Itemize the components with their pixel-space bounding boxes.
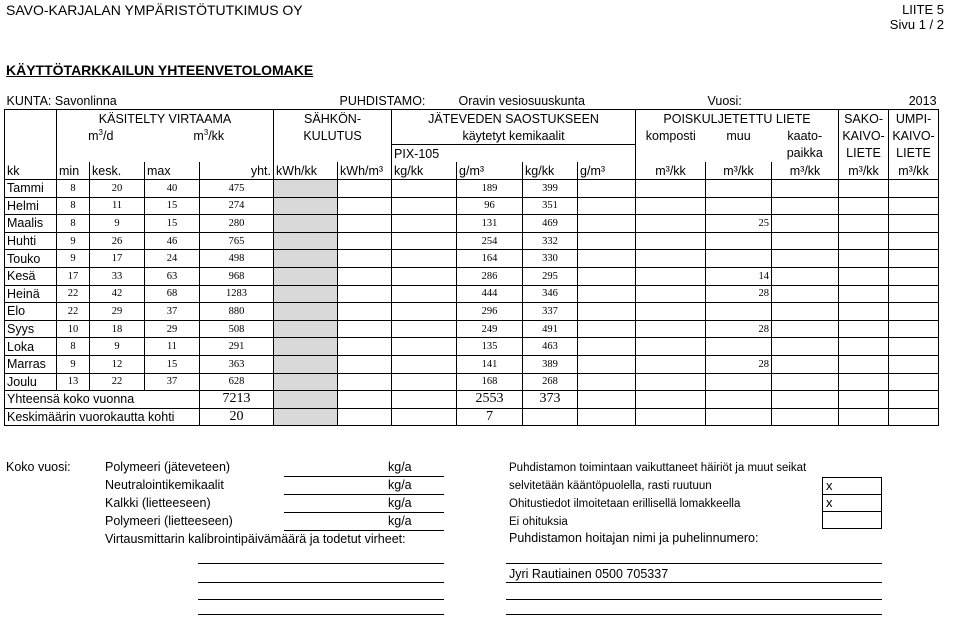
checkbox-disturbances[interactable]: x: [822, 477, 882, 495]
unit-header: kk: [5, 162, 57, 180]
plant-value: Oravin vesiosuuskunta: [458, 93, 585, 108]
year-label: Vuosi:: [707, 93, 742, 108]
cesspit: [889, 338, 939, 356]
cesspit: [889, 250, 939, 268]
compost: [636, 303, 706, 321]
septic: [839, 338, 889, 356]
units-row: [5, 162, 939, 180]
compost: [636, 180, 706, 198]
unit-header: m³/kk: [706, 162, 772, 180]
year-total-row: Yhteensä koko vuonna 7213 2553 373: [5, 391, 939, 409]
compost: [636, 320, 706, 338]
compost: [636, 285, 706, 303]
power-kwh: [274, 320, 338, 338]
unit-2: kg/a: [388, 496, 412, 510]
chem-kg-kk: 296: [457, 303, 523, 321]
flow-header: KÄSITELTY VIRTAAMA: [57, 110, 274, 128]
septic: [839, 197, 889, 215]
chem-kg-kk: 96: [457, 197, 523, 215]
chem-kg-kk: 189: [457, 180, 523, 198]
chem-kg-kk: 131: [457, 215, 523, 233]
power-kwh-m3: [338, 338, 392, 356]
month-label: Syys: [5, 320, 57, 338]
compost: [636, 250, 706, 268]
flow-total: 968: [200, 267, 274, 285]
chem-kg-kk: 254: [457, 232, 523, 250]
chem2-g-m3: [578, 267, 636, 285]
flow-min: 9: [57, 250, 90, 268]
power-kwh-m3: [338, 250, 392, 268]
table-row: [5, 215, 939, 233]
table-row: [5, 303, 939, 321]
calibration-label: Virtausmittarin kalibrointipäivämäärä ja todetut virheet:: [105, 532, 406, 546]
power-kwh-m3: [338, 232, 392, 250]
note-0: Puhdistamon toimintaan vaikuttaneet häiriöt ja muut seikat: [509, 462, 807, 474]
note-1: selvitetään kääntöpuolella, rasti ruutuun: [509, 480, 712, 492]
table-row: [5, 285, 939, 303]
table-row: [5, 338, 939, 356]
chem-kg: [392, 250, 457, 268]
landfill: [772, 197, 839, 215]
flow-avg: 29: [90, 303, 145, 321]
flow-max: 15: [145, 355, 200, 373]
contact-value: Jyri Rautiainen 0500 705337: [509, 567, 669, 581]
unit-header: m³/kk: [636, 162, 706, 180]
septic: [839, 285, 889, 303]
septic: [839, 250, 889, 268]
flow-avg: 12: [90, 355, 145, 373]
cesspit: [889, 320, 939, 338]
avg-flow: 20: [200, 408, 274, 426]
chem-g-m3: 351: [523, 197, 578, 215]
other-sludge: [706, 250, 772, 268]
month-label: Tammi: [5, 180, 57, 198]
unit-header: kg/kk: [523, 162, 578, 180]
flow-max: 37: [145, 373, 200, 391]
flow-total: 508: [200, 320, 274, 338]
year-value: 2013: [908, 93, 937, 108]
meta-row: [5, 92, 939, 110]
month-label: Heinä: [5, 285, 57, 303]
chem-kg-kk: 286: [457, 267, 523, 285]
table-row: [5, 250, 939, 268]
chem-kg: [392, 232, 457, 250]
power-kwh-m3: [338, 320, 392, 338]
month-label: Touko: [5, 250, 57, 268]
year-gm3-total: 373: [523, 391, 578, 409]
month-label: Helmi: [5, 197, 57, 215]
flow-avg: 33: [90, 267, 145, 285]
chem-kg: [392, 267, 457, 285]
chem2-g-m3: [578, 338, 636, 356]
flow-max: 37: [145, 303, 200, 321]
landfill: [772, 250, 839, 268]
flow-total: 280: [200, 215, 274, 233]
table-row: [5, 373, 939, 391]
year-flow-total: 7213: [200, 391, 274, 409]
chem-kg-kk: 135: [457, 338, 523, 356]
power-kwh: [274, 232, 338, 250]
flow-avg: 18: [90, 320, 145, 338]
other-sludge: 14: [706, 267, 772, 285]
chem-kg-kk: 168: [457, 373, 523, 391]
chem-kg: [392, 197, 457, 215]
compost: [636, 338, 706, 356]
chem2-g-m3: [578, 320, 636, 338]
landfill: [772, 320, 839, 338]
chem-kg-kk: 249: [457, 320, 523, 338]
bottom-item-3: Polymeeri (lietteeseen): [105, 514, 233, 528]
power-kwh: [274, 285, 338, 303]
chem2-g-m3: [578, 215, 636, 233]
transport-header: POISKULJETETTU LIETE: [636, 110, 839, 128]
page-info: [890, 2, 944, 32]
other-sludge: [706, 303, 772, 321]
chem-kg: [392, 338, 457, 356]
flow-min: 8: [57, 338, 90, 356]
flow-max: 63: [145, 267, 200, 285]
table-row: [5, 180, 939, 198]
cesspit: [889, 215, 939, 233]
flow-avg: 9: [90, 338, 145, 356]
chem-g-m3: 469: [523, 215, 578, 233]
flow-avg: 11: [90, 197, 145, 215]
power-header: SÄHKÖN-: [274, 110, 392, 128]
chem-g-m3: 332: [523, 232, 578, 250]
flow-total: 498: [200, 250, 274, 268]
chem-g-m3: 491: [523, 320, 578, 338]
flow-min: 9: [57, 355, 90, 373]
other-sludge: [706, 232, 772, 250]
chem-kg: [392, 303, 457, 321]
month-label: Joulu: [5, 373, 57, 391]
compost: [636, 232, 706, 250]
flow-total: 1283: [200, 285, 274, 303]
other-sludge: [706, 197, 772, 215]
flow-max: 29: [145, 320, 200, 338]
flow-min: 17: [57, 267, 90, 285]
flow-avg: 17: [90, 250, 145, 268]
year-label: Koko vuosi:: [6, 460, 71, 474]
landfill: [772, 180, 839, 198]
bottom-item-0: Polymeeri (jäteveteen): [105, 460, 231, 474]
header-row-3: PIX-105 paikka LIETE LIETE: [5, 145, 939, 163]
chem2-g-m3: [578, 197, 636, 215]
septic: [839, 303, 889, 321]
landfill: [772, 267, 839, 285]
unit-header: kWh/kk: [274, 162, 338, 180]
power-kwh-m3: [338, 180, 392, 198]
septic: [839, 215, 889, 233]
compost: [636, 267, 706, 285]
cesspit: [889, 355, 939, 373]
flow-total: 363: [200, 355, 274, 373]
other-sludge: [706, 373, 772, 391]
waste-header: JÄTEVEDEN SAOSTUKSEEN: [392, 110, 636, 128]
org-name: SAVO-KARJALAN YMPÄRISTÖTUTKIMUS OY: [6, 2, 303, 18]
compost: [636, 355, 706, 373]
chem-g-m3: 268: [523, 373, 578, 391]
flow-min: 8: [57, 180, 90, 198]
other-sludge: 28: [706, 285, 772, 303]
flow-avg: 20: [90, 180, 145, 198]
chem-kg-kk: 444: [457, 285, 523, 303]
cesspit: [889, 267, 939, 285]
septic: [839, 373, 889, 391]
compost: [636, 215, 706, 233]
power-kwh-m3: [338, 355, 392, 373]
other-sludge: 28: [706, 355, 772, 373]
plant-label: PUHDISTAMO:: [339, 93, 426, 108]
summary-table: [4, 92, 939, 426]
month-label: Kesä: [5, 267, 57, 285]
landfill: [772, 373, 839, 391]
flow-min: 22: [57, 285, 90, 303]
power-kwh: [274, 267, 338, 285]
chem2-g-m3: [578, 355, 636, 373]
table-row: [5, 355, 939, 373]
header-row-2: $m^3/d$ $m^3/kk$ KULUTUS käytetyt kemikaalit komposti muu kaato- KAIVO- KAIVO-: [5, 127, 939, 145]
septic: [839, 320, 889, 338]
septic: [839, 232, 889, 250]
power-kwh-m3: [338, 373, 392, 391]
flow-total: 765: [200, 232, 274, 250]
unit-3: kg/a: [388, 514, 412, 528]
month-label: Huhti: [5, 232, 57, 250]
power-kwh: [274, 180, 338, 198]
table-row: [5, 197, 939, 215]
unit-header: g/m³: [578, 162, 636, 180]
month-label: Marras: [5, 355, 57, 373]
contact-label: Puhdistamon hoitajan nimi ja puhelinnumero:: [509, 531, 759, 545]
flow-avg: 26: [90, 232, 145, 250]
unit-header: kg/kk: [392, 162, 457, 180]
unit-header: max: [145, 162, 200, 180]
septic: [839, 267, 889, 285]
table-row: [5, 320, 939, 338]
flow-total: 274: [200, 197, 274, 215]
flow-max: 11: [145, 338, 200, 356]
chem2-g-m3: [578, 232, 636, 250]
chem2-g-m3: [578, 250, 636, 268]
checkbox-no-bypass[interactable]: [822, 511, 882, 529]
checkbox-bypass-form[interactable]: x: [822, 494, 882, 512]
landfill: [772, 355, 839, 373]
power-kwh-m3: [338, 197, 392, 215]
flow-total: 475: [200, 180, 274, 198]
chem2-g-m3: [578, 285, 636, 303]
flow-max: 40: [145, 180, 200, 198]
cesspit: [889, 232, 939, 250]
chem-kg: [392, 355, 457, 373]
landfill: [772, 303, 839, 321]
flow-total: 880: [200, 303, 274, 321]
avg-row: Keskimäärin vuorokautta kohti 20 7: [5, 408, 939, 426]
chem-g-m3: 346: [523, 285, 578, 303]
chem-g-m3: 399: [523, 180, 578, 198]
chem-g-m3: 295: [523, 267, 578, 285]
flow-max: 46: [145, 232, 200, 250]
chem-kg: [392, 180, 457, 198]
chem-g-m3: 389: [523, 355, 578, 373]
table-row: [5, 267, 939, 285]
compost: [636, 197, 706, 215]
unit-header: m³/kk: [889, 162, 939, 180]
flow-min: 22: [57, 303, 90, 321]
cesspit: [889, 197, 939, 215]
flow-total: 291: [200, 338, 274, 356]
power-kwh: [274, 250, 338, 268]
chem-kg: [392, 373, 457, 391]
power-kwh-m3: [338, 303, 392, 321]
chem-g-m3: 463: [523, 338, 578, 356]
note-2: Ohitustiedot ilmoitetaan erillisellä lomakkeella: [509, 498, 741, 510]
chem2-g-m3: [578, 373, 636, 391]
note-3: Ei ohituksia: [509, 516, 568, 528]
month-label: Loka: [5, 338, 57, 356]
unit-header: m³/kk: [839, 162, 889, 180]
unit-header: kesk.: [90, 162, 145, 180]
flow-max: 68: [145, 285, 200, 303]
bottom-item-2: Kalkki (lietteeseen): [105, 496, 211, 510]
power-kwh: [274, 355, 338, 373]
form-title: KÄYTTÖTARKKAILUN YHTEENVETOLOMAKE: [6, 62, 314, 78]
flow-min: 8: [57, 197, 90, 215]
cesspit: [889, 303, 939, 321]
flow-max: 15: [145, 197, 200, 215]
chem-kg: [392, 285, 457, 303]
other-sludge: 25: [706, 215, 772, 233]
chem-kg-kk: 164: [457, 250, 523, 268]
chem-g-m3: 337: [523, 303, 578, 321]
chem2-g-m3: [578, 180, 636, 198]
year-kg-total: 2553: [457, 391, 523, 409]
cesspit: [889, 180, 939, 198]
other-sludge: 28: [706, 320, 772, 338]
power-kwh: [274, 338, 338, 356]
month-label: Maalis: [5, 215, 57, 233]
flow-min: 13: [57, 373, 90, 391]
cesspit: [889, 373, 939, 391]
kunta: KUNTA: Savonlinna: [6, 93, 117, 108]
bottom-item-1: Neutralointikemikaalit: [105, 478, 224, 492]
unit-header: yht.: [200, 162, 274, 180]
unit-0: kg/a: [388, 460, 412, 474]
attachment-label: LIITE 5: [902, 2, 944, 17]
power-kwh: [274, 197, 338, 215]
landfill: [772, 338, 839, 356]
power-kwh-m3: [338, 267, 392, 285]
flow-max: 24: [145, 250, 200, 268]
month-label: Elo: [5, 303, 57, 321]
landfill: [772, 285, 839, 303]
table-row: [5, 232, 939, 250]
other-sludge: [706, 180, 772, 198]
page-number: Sivu 1 / 2: [889, 17, 944, 32]
avg-kg: 7: [457, 408, 523, 426]
flow-min: 8: [57, 215, 90, 233]
power-kwh: [274, 215, 338, 233]
compost: [636, 373, 706, 391]
landfill: [772, 232, 839, 250]
flow-min: 10: [57, 320, 90, 338]
chem2-g-m3: [578, 303, 636, 321]
unit-header: kWh/m³: [338, 162, 392, 180]
flow-avg: 22: [90, 373, 145, 391]
septic: [839, 180, 889, 198]
other-sludge: [706, 338, 772, 356]
septic: [839, 355, 889, 373]
landfill: [772, 215, 839, 233]
header-row-1: KÄSITELTY VIRTAAMA SÄHKÖN- JÄTEVEDEN SAOSTUKSEEN POISKULJETETTU LIETE SAKO- UMPI-: [5, 110, 939, 128]
power-kwh: [274, 373, 338, 391]
chem-kg-kk: 141: [457, 355, 523, 373]
flow-min: 9: [57, 232, 90, 250]
power-kwh-m3: [338, 285, 392, 303]
flow-max: 15: [145, 215, 200, 233]
cesspit: [889, 285, 939, 303]
unit-header: m³/kk: [772, 162, 839, 180]
power-kwh: [274, 303, 338, 321]
unit-header: min: [57, 162, 90, 180]
unit-header: g/m³: [457, 162, 523, 180]
flow-total: 628: [200, 373, 274, 391]
chem-kg: [392, 320, 457, 338]
power-kwh-m3: [338, 215, 392, 233]
chem-g-m3: 330: [523, 250, 578, 268]
chem-kg: [392, 215, 457, 233]
flow-avg: 9: [90, 215, 145, 233]
flow-avg: 42: [90, 285, 145, 303]
unit-1: kg/a: [388, 478, 412, 492]
